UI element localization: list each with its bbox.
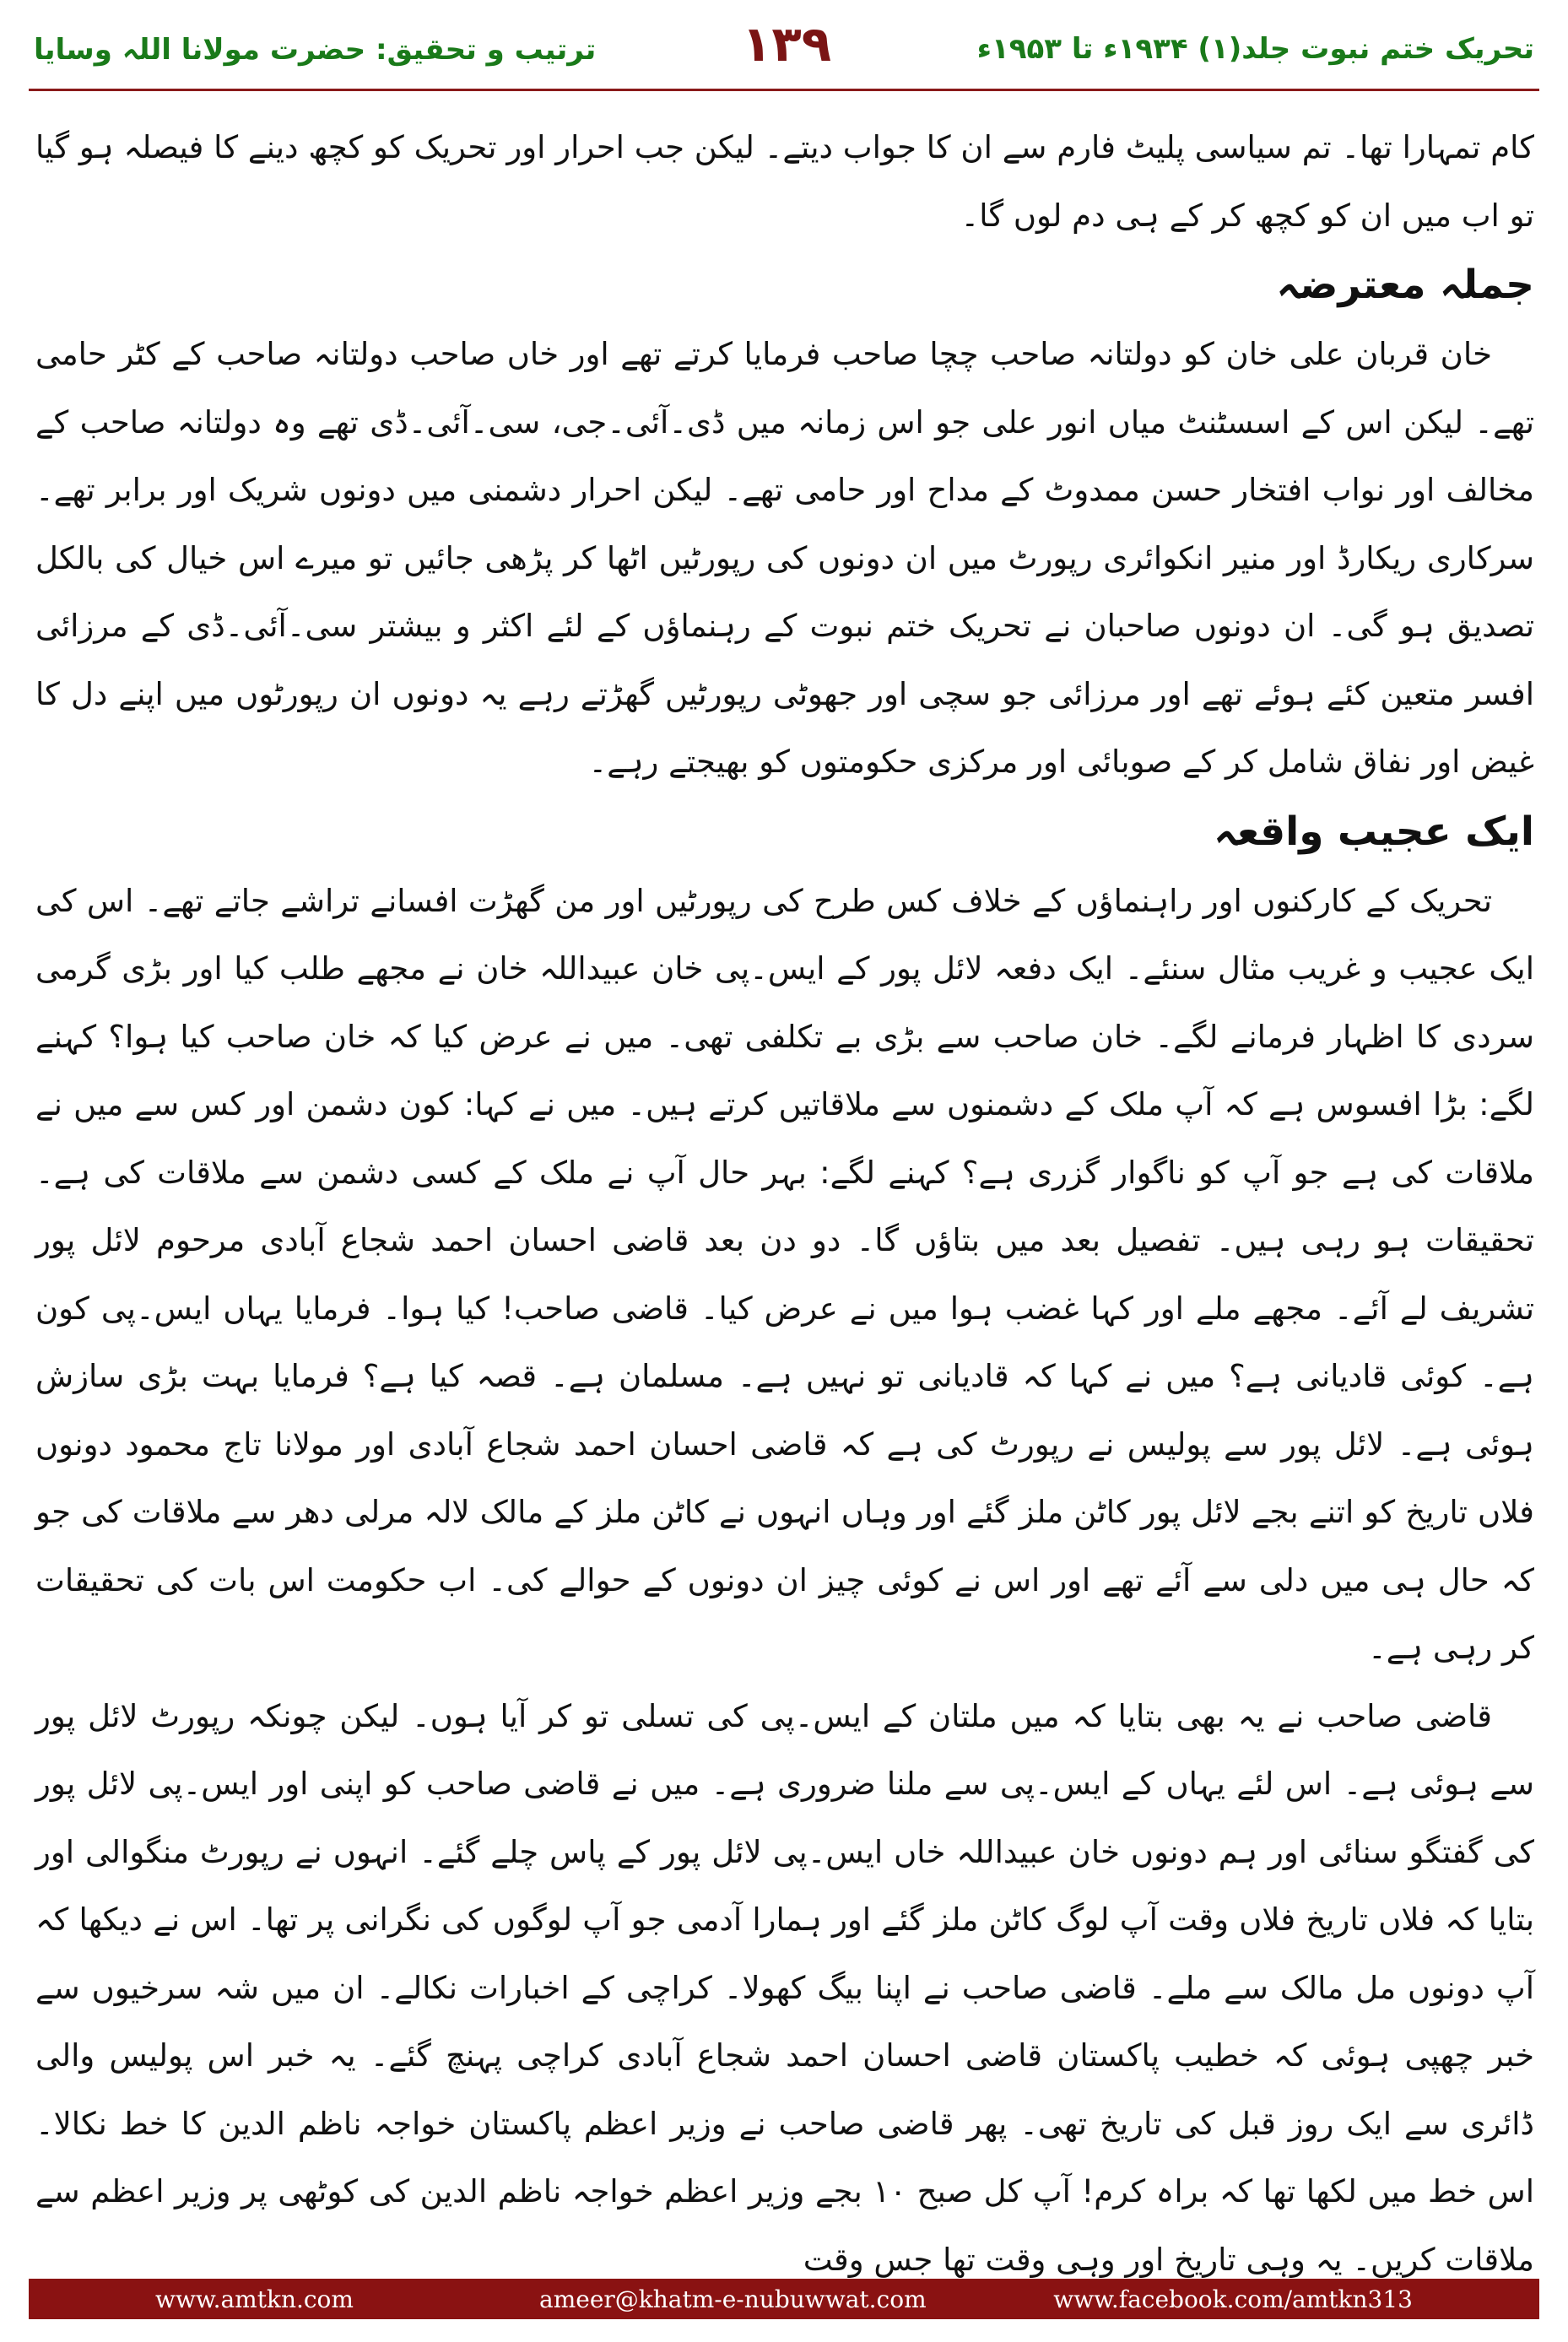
- page-body: [35, 114, 1534, 2278]
- paragraph-1: کام تمہارا تھا۔ تم سیاسی پلیٹ فارم سے ان کا جواب دیتے۔ لیکن جب احرار اور تحریک کو کچھ دینے کا فیصلہ ہو گیا تو اب میں ان کو کچھ کر کے ہی دم لوں گا۔: [35, 129, 1534, 234]
- page-footer: [29, 2279, 1539, 2319]
- header-compiler: ترتیب و تحقیق: حضرت مولانا اللہ وسایا: [34, 33, 597, 67]
- paragraph-4: قاضی صاحب نے یہ بھی بتایا کہ میں ملتان کے ایس۔پی کی تسلی تو کر آیا ہوں۔ لیکن چونکہ رپورٹ لائل پور سے ہوئی ہے۔ اس لئے یہاں کے ایس۔پی سے ملنا ضروری ہے۔ میں نے قاضی صاحب کو اپنی اور ایس۔پی لائل پور کی گفتگو سنائی اور ہم دونوں خان عبیداللہ خاں ایس۔پی لائل پور کے پاس چلے گئے۔ انہوں نے رپورٹ منگوالی اور بتایا کہ فلاں تاریخ فلاں وقت آپ لوگ کاٹن ملز گئے اور ہمارا آدمی جو آپ لوگوں کی نگرانی پر تھا۔ اس نے دیکھا کہ آپ دونوں مل مالک سے ملے۔ قاضی صاحب نے اپنا بیگ کھولا۔ کراچی کے اخبارات نکالے۔ ان میں شہ سرخیوں سے خبر چھپی ہوئی کہ خطیب پاکستان قاضی احسان احمد شجاع آبادی کراچی پہنچ گئے۔ یہ خبر اس پولیس والی ڈائری سے ایک روز قبل کی تاریخ تھی۔ پھر قاضی صاحب نے وزیر اعظم پاکستان خواجہ ناظم الدین کا خط نکالا۔ اس خط میں لکھا تھا کہ براہ کرم! آپ کل صبح ۱۰ بجے وزیر اعظم خواجہ ناظم الدین کی کوٹھی پر وزیر اعظم سے ملاقات کریں۔ یہ وہی تاریخ اور وہی وقت تھا جس وقت: [35, 1697, 1534, 2278]
- page-header: [0, 0, 1568, 101]
- footer-facebook-link[interactable]: www.facebook.com/amtkn313: [1053, 2285, 1413, 2313]
- header-divider: [29, 89, 1539, 91]
- section-heading-1: جملہ معترضہ: [1276, 262, 1534, 308]
- paragraph-3: تحریک کے کارکنوں اور راہنماؤں کے خلاف کس طرح کی رپورٹیں اور من گھڑت افسانے تراشے جاتے تھے۔ اس کی ایک عجیب و غریب مثال سنئے۔ ایک دفعہ لائل پور کے ایس۔پی خان عبیداللہ خان نے مجھے طلب کیا اور بڑی گرمی سردی کا اظہار فرمانے لگے۔ خان صاحب سے بڑی بے تکلفی تھی۔ میں نے عرض کیا کہ خان صاحب کیا ہوا؟ کہنے لگے: بڑا افسوس ہے کہ آپ ملک کے دشمنوں سے ملاقاتیں کرتے ہیں۔ میں نے کہا: کون دشمن اور کس سے میں نے ملاقات کی ہے جو آپ کو ناگوار گزری ہے؟ کہنے لگے: بہر حال آپ نے ملک کے کسی دشمن سے ملاقات کی ہے۔ تحقیقات ہو رہی ہیں۔ تفصیل بعد میں بتاؤں گا۔ دو دن بعد قاضی احسان احمد شجاع آبادی مرحوم لائل پور تشریف لے آئے۔ مجھے ملے اور کہا غضب ہوا میں نے عرض کیا۔ قاضی صاحب! کیا ہوا۔ فرمایا یہاں ایس۔پی کون ہے۔ کوئی قادیانی ہے؟ میں نے کہا کہ قادیانی تو نہیں ہے۔ مسلمان ہے۔ قصہ کیا ہے؟ فرمایا بہت بڑی سازش ہوئی ہے۔ لائل پور سے پولیس نے رپورٹ کی ہے کہ قاضی احسان احمد شجاع آبادی اور مولانا تاج محمود دونوں فلاں تاریخ کو اتنے بجے لائل پور کاٹن ملز گئے اور وہاں انہوں نے کاٹن ملز کے مالک لالہ مرلی دھر سے ملاقات کی جو کہ حال ہی میں دلی سے آئے تھے اور اس نے کوئی چیز ان دونوں کے حوالے کی۔ اب حکومت اس بات کی تحقیقات کر رہی ہے۔: [35, 882, 1534, 1666]
- footer-email-link[interactable]: ameer@khatm-e-nubuwwat.com: [539, 2285, 927, 2313]
- paragraph-2: خان قربان علی خان کو دولتانہ صاحب چچا صاحب فرمایا کرتے تھے اور خاں صاحب دولتانہ صاحب کے کٹر حامی تھے۔ لیکن اس کے اسسٹنٹ میاں انور علی جو اس زمانہ میں ڈی۔آئی۔جی، سی۔آئی۔ڈی تھے وہ دولتانہ صاحب کے مخالف اور نواب افتخار حسن ممدوٹ کے مداح اور حامی تھے۔ لیکن احرار دشمنی میں دونوں شریک اور برابر تھے۔ سرکاری ریکارڈ اور منیر انکوائری رپورٹ میں ان دونوں کی رپورٹیں اٹھا کر پڑھی جائیں تو میرے اس خیال کی بالکل تصدیق ہو گی۔ ان دونوں صاحبان نے تحریک ختم نبوت کے رہنماؤں کے لئے اکثر و بیشتر سی۔آئی۔ڈی کے مرزائی افسر متعین کئے ہوئے تھے اور مرزائی جو سچی اور جھوٹی رپورٹیں گھڑتے رہے یہ دونوں ان رپورٹوں میں اپنے دل کا غیض اور نفاق شامل کر کے صوبائی اور مرکزی حکومتوں کو بھیجتے رہے۔: [35, 336, 1534, 780]
- footer-website-link[interactable]: www.amtkn.com: [155, 2285, 354, 2313]
- page-number: ۱۳۹: [742, 15, 832, 73]
- header-book-title: تحریک ختم نبوت جلد(۱) ۱۹۳۴ء تا ۱۹۵۳ء: [976, 32, 1534, 66]
- section-heading-2: ایک عجیب واقعہ: [1214, 808, 1534, 855]
